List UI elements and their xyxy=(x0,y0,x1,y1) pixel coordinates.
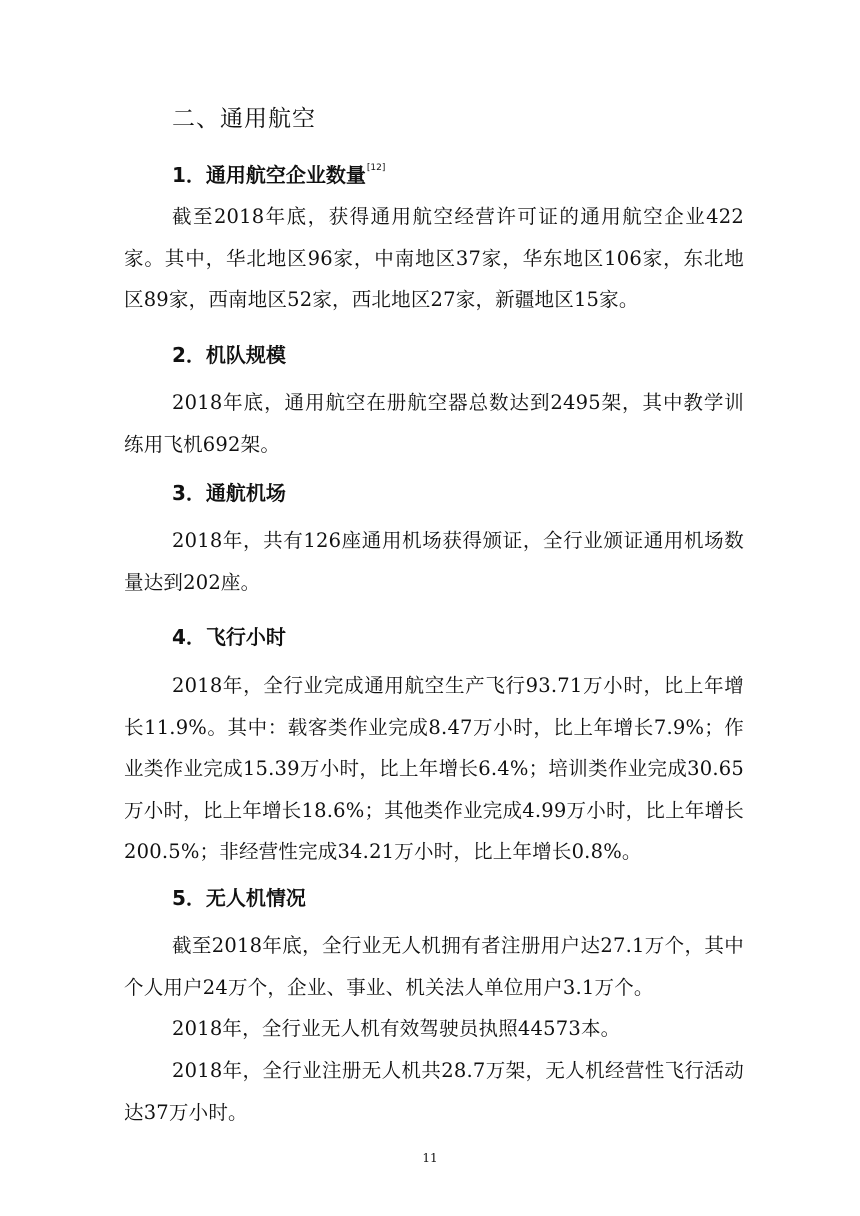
paragraph-airports: 2018年，共有126座通用机场获得颁证，全行业颁证通用机场数量达到202座。 xyxy=(124,529,744,594)
paragraph-drone-users: 截至2018年底，全行业无人机拥有者注册用户达27.1万个，其中个人用户24万个，企业、事业、机关法人单位用户3.1万个。 xyxy=(124,934,744,999)
heading-fleet-size: 2．机队规模 xyxy=(172,343,286,367)
heading-flight-hours: 4．飞行小时 xyxy=(172,625,286,649)
paragraph-enterprise-count: 截至2018年底，获得通用航空经营许可证的通用航空企业422家。其中，华北地区96家，中南地区37家，华东地区106家，东北地区89家，西南地区52家，西北地区27家，新疆地区15家。 xyxy=(124,205,744,311)
paragraph-drone-licenses: 2018年，全行业无人机有效驾驶员执照44573本。 xyxy=(172,1017,621,1040)
heading-drones: 5．无人机情况 xyxy=(172,886,306,910)
section-title: 二、通用航空 xyxy=(172,106,316,132)
paragraph-fleet-size: 2018年底，通用航空在册航空器总数达到2495架，其中教学训练用飞机692架。 xyxy=(124,391,744,456)
heading-airports: 3．通航机场 xyxy=(172,481,286,505)
heading-text: 1．通用航空企业数量 xyxy=(172,163,366,187)
paragraph-flight-hours: 2018年，全行业完成通用航空生产飞行93.71万小时，比上年增长11.9%。其中：载客类作业完成8.47万小时，比上年增长7.9%；作业类作业完成15.39万小时，比上年增长6.4%；培训类作业完成30.65万小时，比上年增长18.6%；其他类作业完成4.99万小时，比上年增长200.5%；非经营性完成34.21万小时，比上年增长0.8%。 xyxy=(124,674,744,863)
footnote-ref: [12] xyxy=(366,163,386,173)
page-number: 11 xyxy=(422,1151,438,1165)
paragraph-drone-registrations: 2018年，全行业注册无人机共28.7万架，无人机经营性飞行活动达37万小时。 xyxy=(124,1059,744,1124)
heading-enterprise-count xyxy=(172,153,385,190)
